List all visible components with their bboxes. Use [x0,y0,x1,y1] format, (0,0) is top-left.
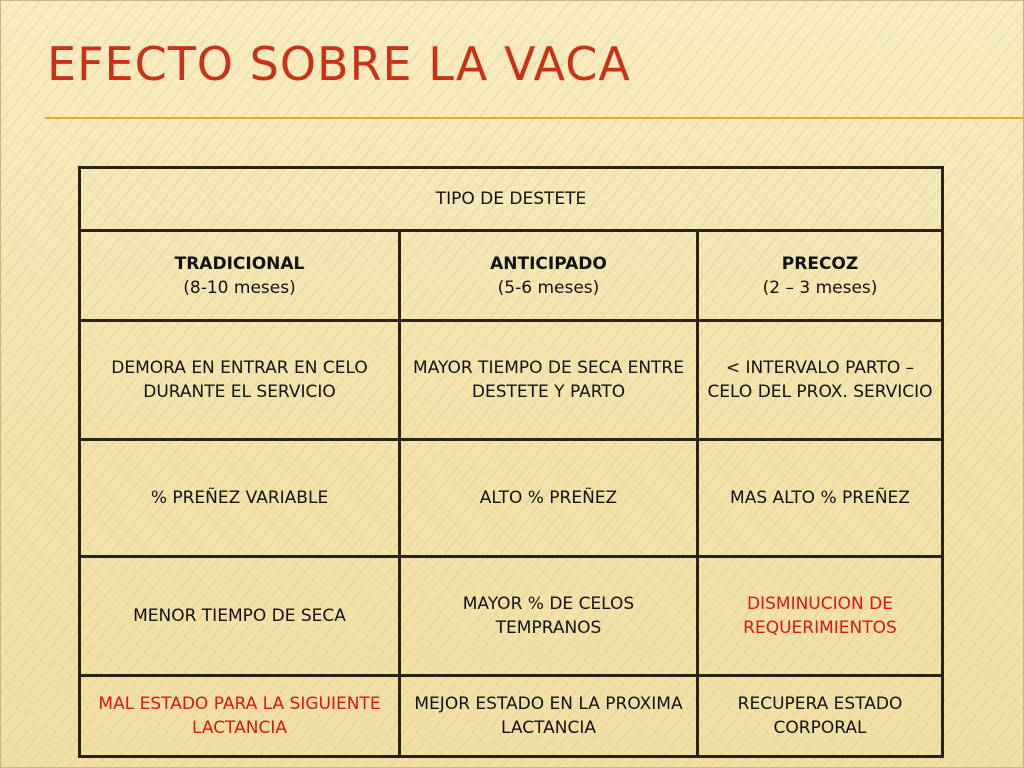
column-range: (5-6 meses) [497,277,600,298]
table-cell: MAL ESTADO PARA LA SIGUIENTE LACTANCIA [80,676,400,757]
table-cell: MAYOR TIEMPO DE SECA ENTRE DESTETE Y PARTO [400,321,698,440]
table-cell: MENOR TIEMPO DE SECA [80,557,400,676]
column-header-tradicional [80,231,400,321]
table-cell: DISMINUCION DE REQUERIMIENTOS [698,557,943,676]
column-name: PRECOZ [781,253,859,274]
table-cell: % PREÑEZ VARIABLE [80,440,400,557]
table-group-header-row [80,168,943,231]
table-cell: RECUPERA ESTADO CORPORAL [698,676,943,757]
table-container [78,166,944,758]
title-divider [45,117,1024,119]
table-row [80,557,943,676]
column-header-precoz [698,231,943,321]
table-cell: MEJOR ESTADO EN LA PROXIMA LACTANCIA [400,676,698,757]
column-range: (2 – 3 meses) [762,277,878,298]
table-row [80,676,943,757]
table-cell: MAS ALTO % PREÑEZ [698,440,943,557]
table-cell: ALTO % PREÑEZ [400,440,698,557]
column-range: (8-10 meses) [183,277,296,298]
column-header-anticipado [400,231,698,321]
table-cell: DEMORA EN ENTRAR EN CELO DURANTE EL SERVICIO [80,321,400,440]
table-row [80,440,943,557]
table-cell: MAYOR % DE CELOS TEMPRANOS [400,557,698,676]
table-column-header-row [80,231,943,321]
column-name: ANTICIPADO [490,253,607,274]
column-name: TRADICIONAL [174,253,305,274]
weaning-comparison-table [78,166,944,758]
group-header: TIPO DE DESTETE [80,168,943,231]
slide-title: EFECTO SOBRE LA VACA [47,37,631,91]
table-row [80,321,943,440]
table-cell: < INTERVALO PARTO – CELO DEL PROX. SERVICIO [698,321,943,440]
